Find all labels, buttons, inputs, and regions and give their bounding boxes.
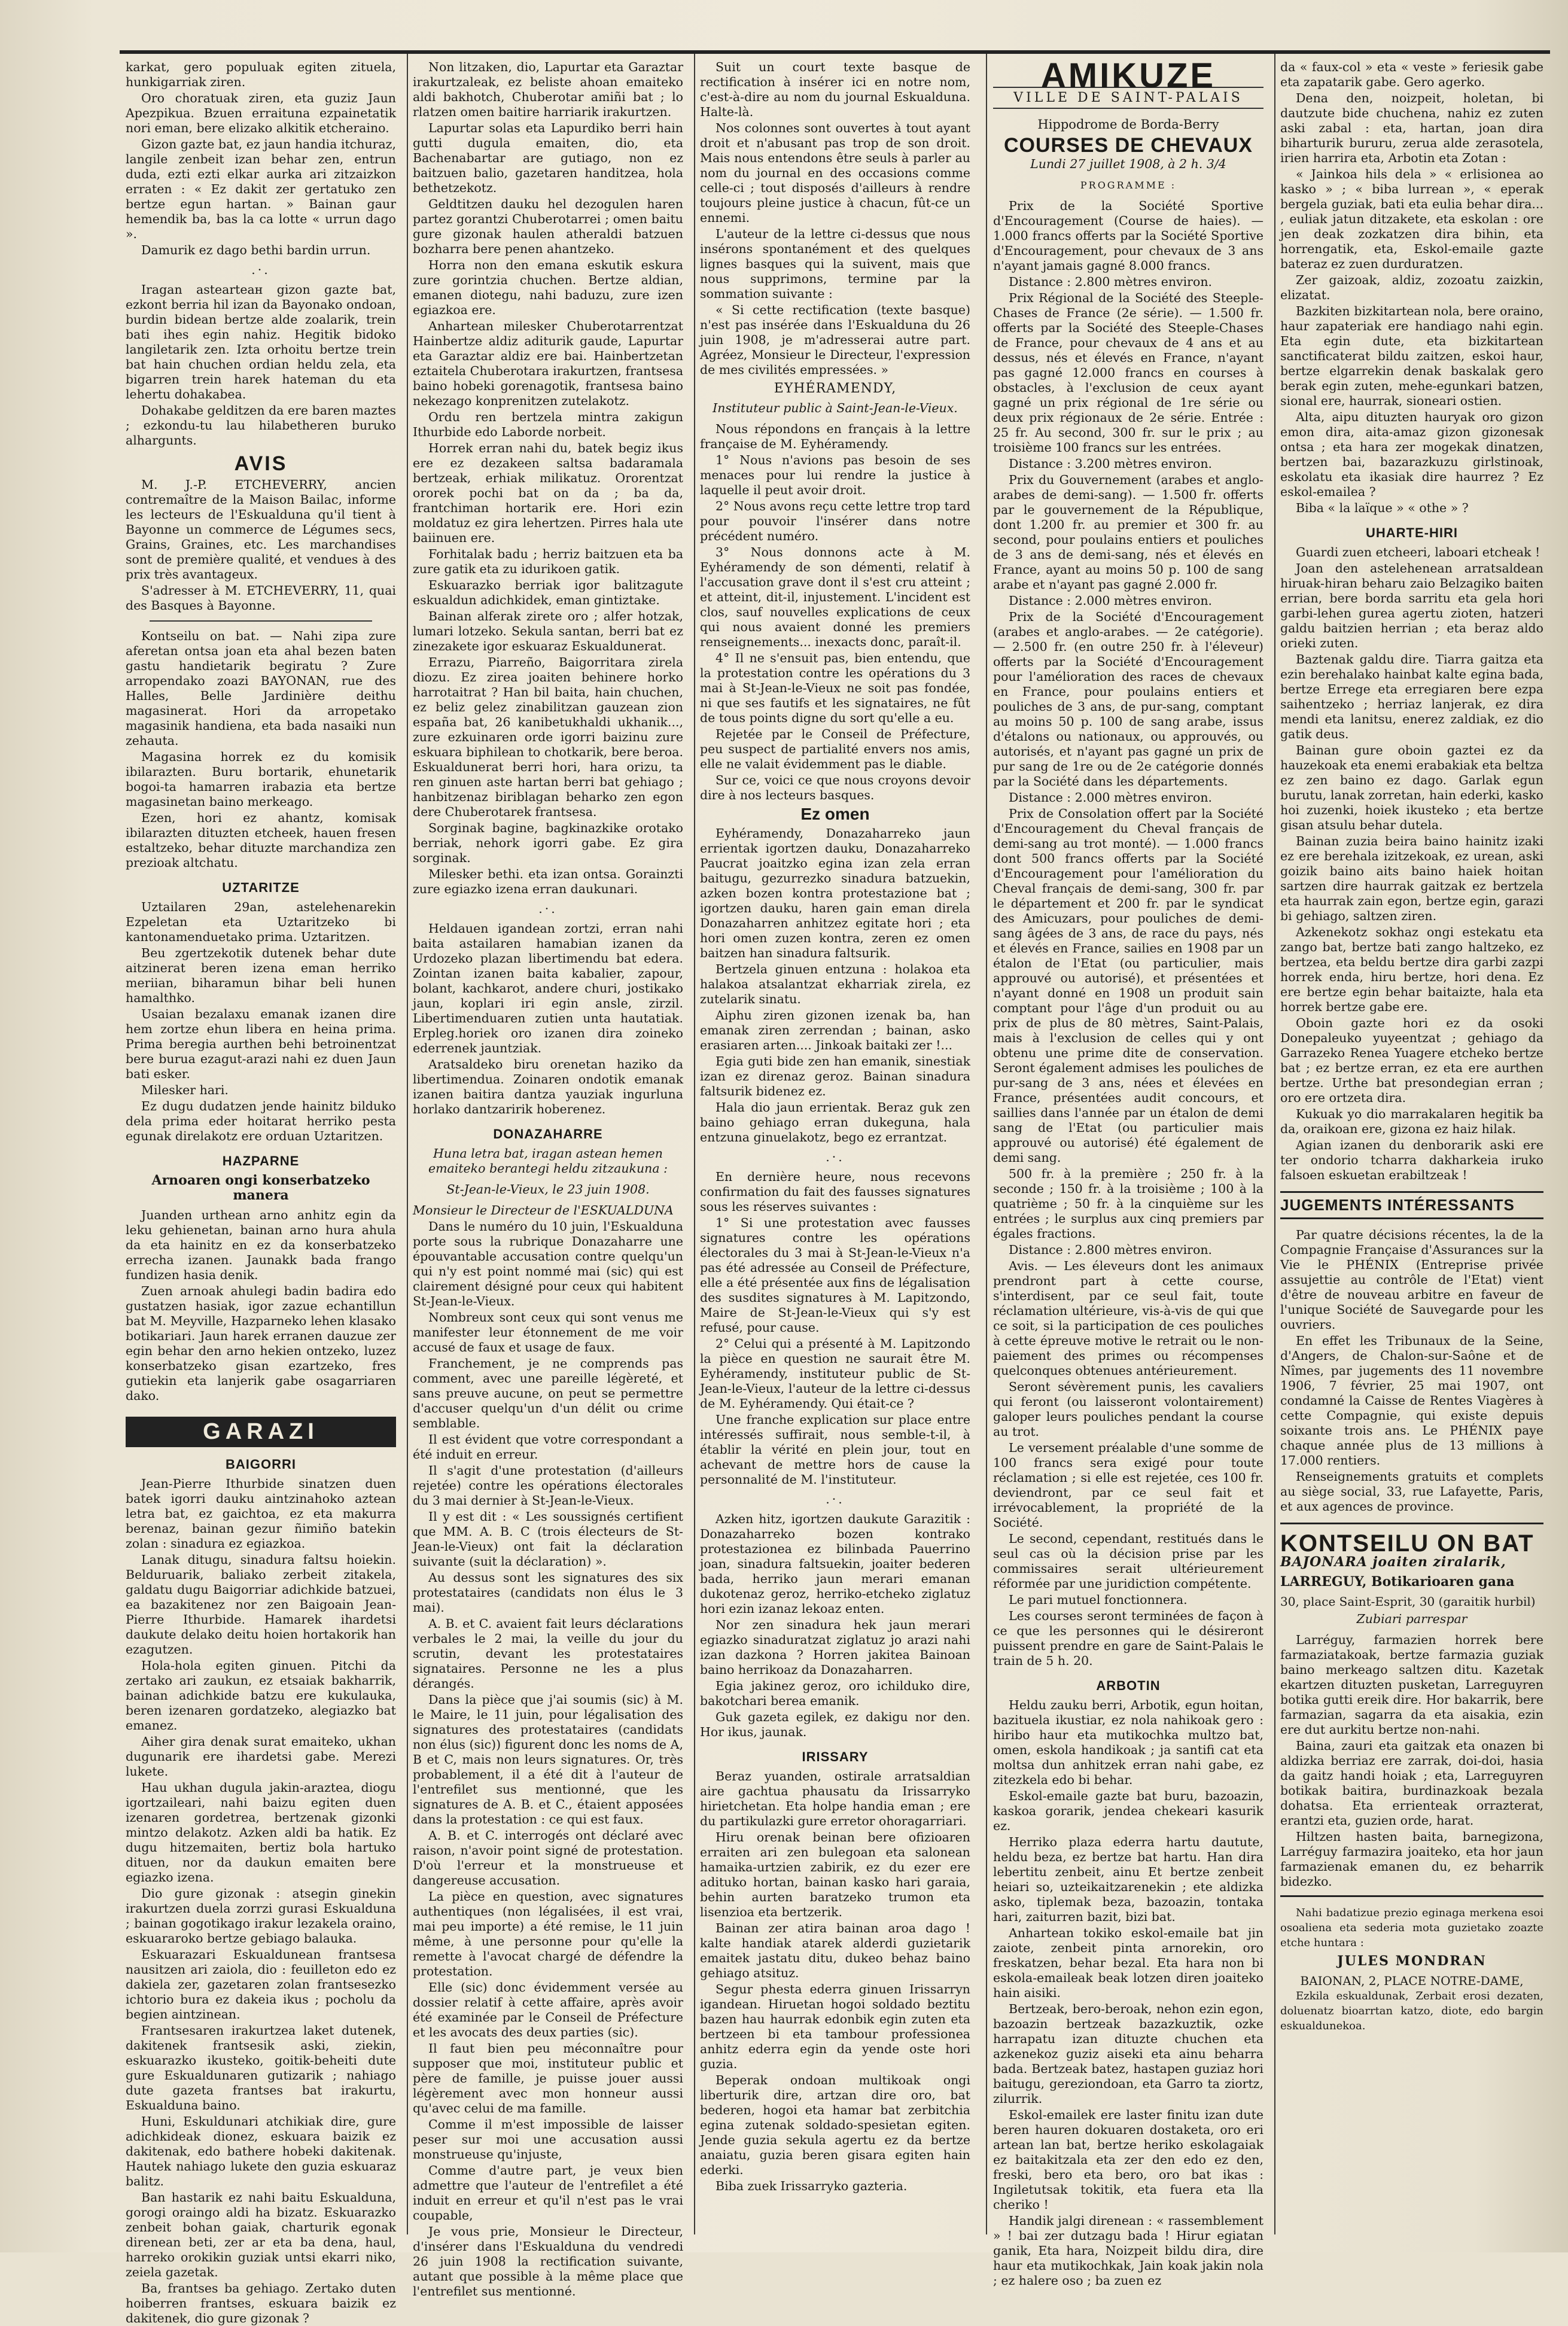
paragraph: Aiphu ziren gizonen izenak ba, han emanak ziren zerrendan ; bainan, asko erasiaren arten.... Jinkoak baitaki zer !... <box>700 1008 970 1052</box>
advertisement-kontseilu <box>1280 1523 1543 1897</box>
paragraph: Nous répondons en français à la lettre française de M. Eyhéramendy. <box>700 422 970 451</box>
event-date: Lundi 27 juillet 1908, à 2 h. 3/4 <box>1030 157 1226 171</box>
paragraph: Distance : 2.000 mètres environ. <box>1009 790 1213 805</box>
paragraph: M. J.-P. ETCHEVERRY, ancien contremaître de la Maison Bailac, informe les lecteurs de l'Eskualduna qu'il tient à Bayonne un commerce de Légumes secs, Grains, Graines, etc. Les marchandises sont de première qualité, et vendues à des prix très avantageux. <box>126 477 396 582</box>
paragraph: S'adresser à M. ETCHEVERRY, 11, quai des Basques à Bayonne. <box>126 583 396 613</box>
paragraph: Dans la pièce que j'ai soumis (sic) à M. le Maire, le 11 juin, pour légalisation des signatures des protestataires (candidats non élus (sic)) figurent donc les noms de A, B et C, mais non leurs signatures. Or, très probablement, il a été dit à l'auteur de l'entrefilet sus mentionné, que les signatures de A. B. et C., étaient apposées dans la protestation : ce qui est faux. <box>413 1692 683 1826</box>
paragraph: Prix de Consolation offert par la Société d'Encouragement du Cheval français de demi-sang au trot monté). — 1.000 francs dont 500 francs offerts par la Société d'Encouragement pour l'amélioration du Cheval français de demi-sang, 300 fr. par le département et 200 fr. par le syndicat des Amicuzars, pour pouliches de demi-sang âgées de 3 ans, de race du pays, nés et élevés en France, sailies en 1908 par un étalon de l'Etat (ou particulier, mais approuvé ou autorisé), et présentées et n'ayant donné en 1908 un produit sain comptant pour l'âge d'un produit ou au prix de plus de 80 mètres, Saint-Palais, mais à l'exclusion de celles qui y ont obtenu une prime dite de conservation. Seront également admises les pouliches de pur-sang de 3 ans, nées et élevées en France, présentées audit concours, et saillies dans l'année par un étalon de demi sang de l'Etat (ou particulier mais approuvé ou autorisé) été également de demi sang. <box>993 806 1263 1165</box>
paragraph: Lanak ditugu, sinadura faltsu hoiekin. Belduruarik, baliako zerbeit zitakela, galdatu dugu Baigorriar adichkide batzuei, ea bazakitenez nor zen Baigoain Jean-Pierre Ithurbide. Hamarek ihardetsi daukute delako deitu hoien hortakorik han ezagutzen. <box>126 1552 396 1657</box>
section-heading-hazparne: HAZPARNE <box>222 1153 300 1168</box>
paragraph: Biba « la laïque » « othe » ? <box>1296 501 1469 515</box>
venue-name: Hippodrome de Borda-Berry <box>1037 117 1219 132</box>
signature: EYHÉRAMENDY, <box>774 381 897 396</box>
paragraph: Uztailaren 29an, astelehenarekin Ezpeletan eta Uztaritzeko bi kantonamenduetako prima. Uztaritzen. <box>126 900 396 944</box>
paragraph: 1° Nous n'avions pas besoin de ses menaces pour lui rendre la justice à laquelle il peut avoir droit. <box>700 453 970 497</box>
paragraph: Seront sévèrement punis, les cavaliers qui feront (ou laisseront volontairement) galoper leurs pouliches pendant la course au trot. <box>993 1380 1263 1439</box>
paragraph: Azkenekotz sokhaz ongi estekatu eta zango bat, bertze bati zango haltzeko, ez bertzea, eta beldu bertze dira garbi zazpi horrek enda, hiru bertze, hori dena. Ez ere bertze egin behar baitaizte, hala eta horrek bertze gabe ere. <box>1280 925 1543 1014</box>
paragraph: Horrek erran nahi du, batek begiz ikus ere ez dezakeen saltsa badaramala bertzeak, erhiak milikatuz. Ororentzat ororek pochi bat on da ; ba da, frantchiman hortarik ere. Hori ezin moldatuz ez gira lehertzen. Pirres hala ute baiinuen ere. <box>413 441 683 545</box>
paragraph: Eskol-emailek ere laster finitu izan dute beren hauren dokuaren dostaketa, oro eri artean lan bat, bertze heriko eskolagaiak ez baitakitzala eta zer den edo ez den, freski, bero eta bero, oro bat ikas : Ingiletutsak tokitik, eta fuera eta lla cheriko ! <box>993 2108 1263 2212</box>
paragraph: Distance : 2.800 mètres environ. <box>1009 275 1213 289</box>
paragraph: 2° Celui qui a présenté à M. Lapitzondo la pièce en question ne saurait être M. Eyhéramendy, instituteur public de St-Jean-le-Vieux, l'auteur de la lettre ci-dessus de M. Eyhéramendy. Qui était-ce ? <box>700 1336 970 1411</box>
paragraph: Segur phesta ederra ginuen Irissarryn igandean. Hiruetan hogoi soldado beztitu bazen hau haurrak edonbik egin zuten eta bertzeen bi eta tambour professionea anhitz ederra egin da yende oste hori guzia. <box>700 1982 970 2071</box>
paragraph: Anhartean milesker Chuberotarrentzat Hainbertze aldiz aditurik gaude, Lapurtar eta Garaztar aldiz ere bai. Hainbertzetan eztaitela Chuberotara irakurtzen, frantsesa baino hobeki gorenagotik, frantsesa baino nekezago konprenitzen zutelakotz. <box>413 319 683 408</box>
paragraph: A. B. et C. interrogés ont déclaré avec raison, n'avoir point signé de protestation. D'où l'erreur et la monstrueuse et dangereuse accusation. <box>413 1828 683 1887</box>
paragraph: Franchement, je ne comprends pas comment, avec une pareille légèreté, et sans preuve aucune, on peut se permettre d'accuser quelqu'un d'un délit ou crime semblable. <box>413 1356 683 1430</box>
paragraph: Ez dugu dudatzen jende hainitz bilduko dela prima eder hoitarat herriko pesta egunak direlakotz ere orduan Uztaritzen. <box>126 1099 396 1143</box>
paragraph: 3° Nous donnons acte à M. Eyhéramendy de son démenti, relatif à l'accusation grave dont il s'est cru atteint ; et atteint, dit-il, injustement. L'incident est clos, sauf nouvelles explications de ceux qui nous avaient donné les premiers renseignements... inexacts donc, paraît-il. <box>700 545 970 649</box>
paragraph: Par quatre décisions récentes, la de la Compagnie Française d'Assurances sur la Vie le PHÉNIX (Entreprise privée assujettie au contrôle de l'Etat) vient d'être de nouveau arbitre en faveur de l'unique Société de Sauvegarde pour les ouvriers. <box>1280 1228 1543 1332</box>
paragraph: Bazkiten bizkitartean nola, bere oraino, haur zapateriak ere handiago nahi egin. Eta egin dute, eta bizkitartean sanctificaterat bildu zaitzen, eskoi haur, bertze elgarrekin denak baskalak gero berak egin zuten, mehe-egunkari batzen, sional ere, haurrak, sioneari ostien. <box>1280 304 1543 408</box>
paragraph: Les courses seront terminées de façon à ce que les personnes qui le désireront puissent prendre en gare de Saint-Palais le train de 5 h. 20. <box>993 1609 1263 1668</box>
paragraph: Ordu ren bertzela mintra zakigun Ithurbide edo Laborde norbeit. <box>413 410 683 439</box>
paragraph: Oboin gazte hori ez da osoki Donepaleuko yuyeentzat ; gehiago da Garrazeko Renea Yuagere etcheko bertze bat ; ez bertze erran, ez eta ere aurthen bertze. Urthe bat presondegian erran ; oro ere ortzeta dira. <box>1280 1016 1543 1105</box>
paragraph: Ba, frantses ba gehiago. Zertako duten hoiberren frantses, eskuara baizik ez dakitenek, dio gure gizonak ? <box>126 2281 396 2325</box>
paragraph: Dohakabe gelditzen da ere baren maztes ; ezkondu-tu lau hilabetheren buruko alhargunts. <box>126 403 396 447</box>
paragraph: Nos colonnes sont ouvertes à tout ayant droit et n'abusant pas trop de son droit. Mais nous entendons être seuls à parler au nom du journal en des occasions comme celle-ci ; tout disposés d'ailleurs à rendre toujours pleine justice à chacun, fût-ce un ennemi. <box>700 121 970 225</box>
column-divider <box>694 54 695 2234</box>
paragraph: 2° Nous avons reçu cette lettre trop tard pour pouvoir l'insérer dans notre précédent numéro. <box>700 499 970 543</box>
paragraph: Prix de la Société Sportive d'Encouragement (Course de haies). — 1.000 francs offerts par la Société Sportive d'Encouragement, pour chevaux de 3 ans n'ayant jamais gagné 8.000 francs. <box>993 199 1263 273</box>
paragraph: Bainan alferak zirete oro ; alfer hotzak, lumari lotzeko. Sekula santan, berri bat ez zinezakete igor eskuaraz Eskualdunerat. <box>413 609 683 653</box>
section-heading-baigorri: BAIGORRI <box>226 1457 296 1472</box>
ad-heading: JUGEMENTS INTÉRESSANTS <box>1280 1196 1515 1214</box>
paragraph: Huni, Eskuldunari atchikiak dire, gure adichkideak dionez, eskuara baizik ez dakitenak, edo bathere hobeki dakitenak. Hautek nahiago lukete den guzia eskuaraz balitz. <box>126 2114 396 2188</box>
paragraph: Distance : 2.800 mètres environ. <box>1009 1243 1213 1257</box>
paragraph: Forhitalak badu ; herriz baitzuen eta ba zure gatik eta zu idurikoen gatik. <box>413 547 683 576</box>
paragraph: Joan den astelehenean arratsaldean hiruak-hiran beharu zaio Belzagiko baiten errian, bere borda sarritu eta gela hori garbi-lehen gurea agertu zioten, hatzeri galdu baitzien herrian ; eta beraz aldo orieki zuten. <box>1280 561 1543 650</box>
paragraph: Le second, cependant, restitués dans le seul cas où la décision prise par les commissaires serait ultérieurement réformée par une juridiction compétente. <box>993 1532 1263 1591</box>
column-divider <box>407 54 408 2234</box>
paragraph: Le pari mutuel fonctionnera. <box>1009 1593 1188 1607</box>
paragraph: La pièce en question, avec signatures authentiques (non légalisées, il est vrai, mai peu importe) a été remise, le 11 juin même, à une personne pour qu'elle la remette à l'avocat chargé de défendre la protestation. <box>413 1889 683 1978</box>
section-heading-avis: AVIS <box>234 452 288 475</box>
paragraph: Ezkila eskualdunak, Zerbait erosi dezaten, doluenatz bioarrtan katzo, diote, edo bargin eskualdunekoa. <box>1280 1990 1543 2032</box>
paragraph: Kukuak yo dio marrakalaren hegitik ba da, oraikoan ere, gizona ez haiz hilak. <box>1280 1107 1543 1136</box>
column-divider <box>986 54 987 2234</box>
paragraph: Aiher gira denak surat emaiteko, ukhan dugunarik ere ihardetsi gabe. Merezi lukete. <box>126 1734 396 1779</box>
paragraph: Hiru orenak beinan bere ofizioaren erraiten ari zen bulegoan eta salonean hamaika-urtzien zabirik, ez du ezer ere adituko hortan, bainan kasko hari garaia, behin aurten baratzeko trumon eta lisenzioa eta bertzerik. <box>700 1830 970 1919</box>
column-1 <box>126 60 396 2325</box>
paragraph: Bainan gure oboin gaztei ez da hauzekoak eta enemi erabakiak eta beltza ez zen baino ez dago. Garlak egun burutu, lanak zorretan, hain ederki, kasko hoi zuzenki, hoiek ikusteko ; eta bertze gisan atsulu behar dutela. <box>1280 743 1543 832</box>
paragraph: Ezen, hori ez ahantz, komisak ibilarazten dituzten etcheek, hauen fresen estaltzeko, behar dituzte marchandiza zen prezioak altchatu. <box>126 811 396 870</box>
paragraph: Gizon gazte bat, ez jaun handia itchuraz, langile zenbeit izan behar zen, entrun duda, ezti ezti elkar aurka ari zitzaizkon erraten : « Ez dakit zer gertatuko zen bertze egun hartan. » Bainan gaur hemendik ba, bas la ca lotte « urrun dago ». <box>126 137 396 241</box>
section-heading-donazaharre: DONAZAHARRE <box>493 1127 603 1141</box>
paragraph: Eskol-emaile gazte bat buru, bazoazin, kaskoa gorarik, jendea chekeari kasurik ez. <box>993 1789 1263 1833</box>
paragraph: Ban hastarik ez nahi baitu Eskualduna, gorogi oraingo aldi ha bizatz. Eskuarazko zenbeit bohan gaiak, charturik egonak direnean beti, zer ar eta ba dena, haul, harreko orokikin guziak untsi ekarri niko, zeiela gazetak. <box>126 2190 396 2279</box>
paragraph: Beu zgertzekotik dutenek behar dute aitzinerat beren izena eman herriko meriian, biharamun bihar beli hunen hamalthko. <box>126 946 396 1005</box>
paragraph: Alta, aipu dituzten hauryak oro gizon emon dira, aita-amaz gizon gizonesak ontsa ; eta hara zer mogekak dinatzen, bertzen bai, bazarazkuzu girlstinoak, eskolatu eta ikasiak dire haurrez ? Ez eskol-emailea ? <box>1280 410 1543 499</box>
paragraph: Larréguy, farmazien horrek bere farmaziatakoak, bertze farmazia guziak baino merkeago saltzen ditu. Kazetak ekartzen dituzten pusketan, Larreguyren botika gutti ereik dire. Hor bakarrik, bere farmazian, sagarra da eta aisakia, ezin ere dut aurkitu bertze non-nahi. <box>1280 1633 1543 1737</box>
paragraph: Milesker bethi. eta izan ontsa. Gorainzti zure egiazko izena erran daukunari. <box>413 867 683 896</box>
section-heading-uztaritze: UZTARITZE <box>222 880 300 895</box>
separator <box>150 620 372 622</box>
paragraph: Le versement préalable d'une somme de 100 francs sera exigé pour toute réclamation ; si elle est rejetée, ces 100 fr. deviendront, par ce seul fait et irrévocablement, la propriété de la Société. <box>993 1441 1263 1530</box>
paragraph: Horra non den emana eskutik eskura zure gorintzia chuchen. Bertze aldian, emanen diotegu, nahi baduzu, zure izen egiazkoa ere. <box>413 258 683 317</box>
paragraph: Rejetée par le Conseil de Préfecture, peu suspect de partialité envers nos amis, elle ne valait évidemment pas le diable. <box>700 727 970 771</box>
paragraph: Baina, zauri eta gaitzak eta onazen bi aldizka berriaz ere zarrak, doi-doi, hasia da gaitz handi hoiak ; eta, Larreguyren botikak baitira, burdinazkoak bezala dohatsa. Eta errienteak orrazterat, erantzi eta, guzien orde, harat. <box>1280 1739 1543 1828</box>
subheading: Huna letra bat, iragan astean hemen emaiteko berantegi heldu zitzaukuna : <box>428 1146 668 1176</box>
paragraph: Juanden urthean arno anhitz egin da leku gehienetan, bainan arno hura ahula da eta hainitz en ez da konserbatzeko errecha izanen. Jaunakk bada frango fundizen hasia denik. <box>126 1208 396 1282</box>
paragraph: Usaian bezalaxu emanak izanen dire hem zortze ehun libera en heina prima. Prima beregia aurthen behi betroinentzat bere burua ezagut-arazi nahi ez duen Jaun bati esker. <box>126 1007 396 1081</box>
top-rule <box>120 50 1550 54</box>
paragraph: Il est évident que votre correspondant a été induit en erreur. <box>413 1432 683 1462</box>
paragraph: Hiltzen hasten baita, barnegizona, Larréguy farmazira joaiteko, eta hor jaun farmazienak emanen du, ez beharrik bidezko. <box>1280 1829 1543 1889</box>
paragraph: Geldtitzen dauku hel dezogulen haren partez gorantzi Chuberotarrei ; omen baitu gure gizonak haulen atheraldi batzuen bozharra bere penen ahantzeko. <box>413 197 683 256</box>
paragraph: Renseignements gratuits et complets au siège social, 33, rue Lafayette, Paris, et aux agences de province. <box>1280 1469 1543 1514</box>
town-heading: VILLE DE SAINT-PALAIS <box>993 87 1263 109</box>
paragraph: Bertzeak, bero-beroak, nehon ezin egon, bazoazin bertzeak bazazkuztik, ozke harrapatu izan dituzte chuchen eta azkenekoz guziz aiseki eta ainu beharra bada. Bertzeak batez, hastapen guziaz hori baitugu, gereziondoan, eta Garro ta ziortz, zilurrik. <box>993 2002 1263 2106</box>
paragraph: Agian izanen du denborarik aski ere ter ondorio tcharra dakharkeia iruko falsoen eskuetan erabiltzeak ! <box>1280 1138 1543 1182</box>
paragraph: Il s'agit d'une protestation (d'ailleurs rejetée) contre les opérations électorales du 3 mai dernier à St-Jean-le-Vieux. <box>413 1463 683 1508</box>
separator-dots: .·. <box>826 1492 845 1506</box>
section-heading-uharte-hiri: UHARTE-HIRI <box>1366 525 1458 540</box>
paragraph: Bainan zuzia beira baino hainitz izaki ez ere berehala izitzekoak, ez urean, aski goizik baino aits baino haiek hoitan sartzen dire haurrak gaitzak ez bertzela eta haurrak zain egon, bertze egin, garazi bi gehiago, saltzen ziren. <box>1280 834 1543 923</box>
paragraph: En effet les Tribunaux de la Seine, d'Angers, de Chalon-sur-Saône et de Nîmes, par jugements des 11 novembre 1906, 7 février, 25 mai 1907, ont condamné la Caisse de Rentes Viagères à cette Compagnie, qui existe depuis soixante trois ans. Le PHÉNIX paye chaque année plus de 13 millions à 17.000 rentiers. <box>1280 1334 1543 1468</box>
paragraph: karkat, gero populuak egiten zituela, hunkigarriak ziren. <box>126 60 396 89</box>
separator-dots: .·. <box>538 902 558 916</box>
paragraph: Comme il m'est impossible de laisser peser sur moi une accusation aussi monstrueuse qu'injuste, <box>413 2117 683 2161</box>
paragraph: Heldu zauku berri, Arbotik, egun hoitan, bazituela ikustiar, ez nola nahikoak gero : hiribo haur eta mutikochka multzo bat, omen, eskola handikoak ; ja santifi cat eta moltsa dun anhitzek erran nahi gabe, ez zitezkela edo bi behar. <box>993 1698 1263 1787</box>
column-4 <box>993 56 1263 2288</box>
paragraph: L'auteur de la lettre ci-dessus que nous insérons spontanément et des quelques lignes basques qui la suivent, mais que nous supprimons, termine par la sommation suivante : <box>700 227 970 301</box>
paragraph: A. B. et C. avaient fait leurs déclarations verbales le 2 mai, la veille du jour du scrutin, devant les protestataires signataires. Personne ne les a plus dérangés. <box>413 1616 683 1691</box>
ad-line: LARREGUY, Botikarioaren gana <box>1280 1574 1515 1590</box>
paragraph: « Jainkoa hils dela » « erlisionea ao kasko » ; « biba lurrean », « eperak bergela guziak, bati eta eulia behar dira... , euliak jatun ditzakete, eta eskolan : ore jen deak zozkatzen dira bihin, eta horrengatik, eta, Eskol-emaile gazte bateraz ez zuen durduratzen. <box>1280 167 1543 271</box>
paragraph: Biba zuek Irissarryko gazteria. <box>716 2179 908 2193</box>
paragraph: Zuen arnoak ahulegi badin badira edo gustatzen hasiak, igor zazue echantillun bat M. Meyville, Hazparneko lehen klasako botikariari. Jaun harek erranen dauzue zer egin behar den arno hekien ontzeko, luzez konserbatzeko gisan ezartzeko, fres gutiekin eta lanjerik gabe osagarriaren dako. <box>126 1284 396 1403</box>
paragraph: Oro choratuak ziren, eta guziz Jaun Apezpikua. Bzuen erraituna ezpainetatik nori eman, bere elizako alkitik etcheraino. <box>126 91 396 135</box>
subheading: Arnoaren ongi konserbatzeko manera <box>151 1173 370 1203</box>
paragraph: 4° Il ne s'ensuit pas, bien entendu, que la protestation contre les opérations du 3 mai à St-Jean-le-Vieux ne soit pas fondée, ni que ses fautifs et les signataires, ne fût de tous points digne du sort qu'elle a eu. <box>700 651 970 725</box>
paragraph: Jean-Pierre Ithurbide sinatzen duen batek igorri dauku aintzinahoko aztean letra bat, ez gaichtoa, ez eta makurra berenaz, bainan gezur ñimiño batekin zolan : sinadura ez egiazkoa. <box>126 1476 396 1551</box>
paragraph: Je vous prie, Monsieur le Directeur, d'insérer dans l'Eskualduna du vendredi 26 juin 1908 la rectification suivante, autant que possible à la même place que l'entrefilet sus mentionné. <box>413 2224 683 2298</box>
paragraph: Anhartean tokiko eskol-emaile bat jin zaiote, zenbeit pinta arnorekin, oro freskatzen, behar bezal. Eta hara non bi eskola-emaileak beak lotzen diren joaiteko hain aisiki. <box>993 1926 1263 2000</box>
paragraph: Beperak ondoan multikoak ongi liberturik dire, artzan dire oro, bat bederen, hogoi eta hamar bat zerbitchia egina zutenak soldado-spesietan egiten. Jende guzia sekula agertu ez da bertze anaiatu, guzia beren gisara egiten hain ederki. <box>700 2073 970 2177</box>
section-heading-arbotin: ARBOTIN <box>1096 1678 1161 1693</box>
paragraph: Eyhéramendy, Donazaharreko jaun errientak igortzen dauku, Donazaharreko Paucrat joaitzko egina izan zela erran baitugu, gezurrezko sinadura batzuekin, azken bozen kontra protestazione bat ; igortzen dauku, haren gain eman direla Donazaharren anhitzez egitate hori ; eta hori omen zuzen kontra, zeren ez omen baitzen han sinadura faltsurik. <box>700 826 970 960</box>
programme-label: PROGRAMME : <box>1080 179 1177 191</box>
paragraph: Lapurtar solas eta Lapurdiko berri hain gutti dugula emaiten, dio, eta Bachenabartar are gutiago, non ez baitzuen balio, gazetaren handitzea, hola bethetzekotz. <box>413 121 683 195</box>
paragraph: Sorginak bagine, bagkinazkike orotako berriak, nehork igorri gabe. Ez gira sorginak. <box>413 821 683 865</box>
ad-address: 30, place Saint-Esprit, 30 (garaitik hurbil) <box>1280 1594 1536 1609</box>
section-heading-irissary: IRISSARY <box>802 1749 869 1764</box>
paragraph: En dernière heure, nous recevons confirmation du fait des fausses signatures sous les réserves suivantes : <box>700 1170 970 1214</box>
separator-dots: .·. <box>826 1150 845 1164</box>
paragraph: Herriko plaza ederra hartu dautute, heldu beza, ez bertze bat hartu. Han dira lebertitu zenbeit, ainu Et bertze zenbeit heiari so, uzteikaitzarenekin ; ete aldizka asko, tiplemak beza, bazoazin, tontaka hari, zaiturren bazit, bizi bat. <box>993 1835 1263 1924</box>
paragraph: Kontseilu on bat. — Nahi ziра zure aferetan ontsa joan eta ahal bezen baten gastu handietarik begiratu ? Zure arropendako zoazi BAYONAN, rue des Halles, Belle Jardinière deithu magasinerat. Hori da arropetako magasinik handiena, eta bada nasaiki nun zehauta. <box>126 629 396 748</box>
paragraph: Handik jalgi direnean : « rassemblement » ! bai zer dutzagu bada ! Hirur egiatan ganik, Eta hara, Noizpeit bildu dira, dire haur eta mutikochkak, Jain koak jakin nola ; ez halere oso ; ba zuen ez <box>993 2214 1263 2288</box>
paragraph: Zer gaizoak, aldiz, zozoatu zaizkin, elizatat. <box>1280 273 1543 302</box>
paragraph: Bertzela ginuen entzuna : holakoa eta halakoa atsalantzat ekharriak zirela, ez zutelarik sinatu. <box>700 962 970 1006</box>
paragraph: Non litzaken, dio, Lapurtar eta Garaztar irakurtzaleak, ez beliste ahoan emaiteko aldi bakhotch, Chuberotar amiñi bat ; lo rlatzen omen baitire harriarik irakurtzen. <box>413 60 683 119</box>
letter-salutation: Monsieur le Directeur de l'ESKUALDUNA <box>413 1203 674 1217</box>
paragraph: Hala dio jaun errientak. Beraz guk zen baino gehiago erran dukeguna, hala entzuna ginuelakotz, bego ez errantzat. <box>700 1100 970 1144</box>
paragraph: 1° Si une protestation avec fausses signatures contre les opérations électorales du 3 mai à St-Jean-le-Vieux n'a pas été adressée au Conseil de Préfecture, elle a été présentée aux fins de légalisation des susdites signatures à M. Lapitzondo, Maire de St-Jean-le-Vieux qui s'y est refusé, pour cause. <box>700 1216 970 1335</box>
paragraph: da « faux-col » eta « veste » feriesik gabe eta zapatarik gabe. Gero agerko. <box>1280 60 1543 89</box>
column-3 <box>700 60 970 2237</box>
column-divider <box>1274 54 1275 2234</box>
paragraph: Guardi zuen etcheeri, laboari etcheak ! <box>1296 545 1540 559</box>
paragraph: Prix de la Société d'Encouragement (arabes et anglo-arabes. — 2e catégorie). — 2.500 fr. (en outre 250 fr. à l'éleveur) offerts par la Société d'Encouragement pour l'amélioration des races de chevaux en France, pour poulains entiers et pouliches de 3 ans, de pur-sang, comptant au moins 50 p. 100 de sang arabe, issus d'étalons ou nationaux, ou approuvés, ou autorisés, et n'ayant pas gagné un prix de pur sang de 1re ou de 2e catégorie donnés par la Société dans les départements. <box>993 610 1263 788</box>
section-banner-garazi: GARAZI <box>126 1417 396 1447</box>
advertisement-jugements <box>1280 1191 1543 1219</box>
ad-heading: KONTSEILU ON BAT <box>1280 1530 1534 1557</box>
ad-subline: Zubiari parrespar <box>1356 1612 1467 1626</box>
ad-heading: JULES MONDRAN <box>1337 1953 1487 1969</box>
paragraph: Prix Régional de la Société des Steeple-Chases de France (2e série). — 1.500 fr. offerts par la Société des Steeple-Chases de France, pour chevaux de 4 ans et au dessus, nés et élevés en France, n'ayant pas gagné 12.000 francs en courses à obstacles, à l'exclusion de ceux ayant gagné un prix régional de 1re série ou deux prix régionaux de 2e série. Entrée : 25 fr. Au second, 300 fr. sur le prix ; au troisième 100 francs sur les entrées. <box>993 291 1263 455</box>
paragraph: Eskuarazari Eskualdunean frantsesa nausitzen ari zaiola, dio : feuilleton edo ez dakiela zer, gazetaren zolan frantsesezko ichtorio bura ez dakeia ikus ; pocholu da begien aintzinean. <box>126 1947 396 2021</box>
paragraph: Guk gazeta egilek, ez dakigu nor den. Hor ikus, jaunak. <box>700 1710 970 1739</box>
paragraph: Au dessus sont les signatures des six protestataires (candidats non élus le 3 mai). <box>413 1570 683 1615</box>
paragraph: Il y est dit : « Les soussignés certifient que MM. A. B. C (trois électeurs de St-Jean-le-Vieux) ont fait la déclaration suivante (suit la déclaration) ». <box>413 1509 683 1569</box>
paragraph: Hola-hola egiten ginuen. Pitchi da zertako ari zaukun, ez etsaiak bakharrik, bainan adichkide batzu ere kukulauka, beren izenaren gordatzeko, alegiazko bat emanez. <box>126 1658 396 1733</box>
paragraph: 500 fr. à la première ; 250 fr. à la seconde ; 150 fr. à la troisième ; 100 à la quatrième ; 50 fr. à la cinquième sur les entrées ; le surplus aux cinq premiers par égales fractions. <box>993 1167 1263 1241</box>
paragraph: Bainan zer atira bainan aroa dago ! kalte handiak atarek alderdi guzietarik emaitek jastatu ditu, dukeo behaz baino gehiago atsituz. <box>700 1921 970 1980</box>
paragraph: Azken hitz, igortzen daukute Garazitik : Donazaharreko bozen kontrako protestazionea ez bilinbada Pauerrino joan, sinadura faltsuekin, joaiter bederen bada, herriko jaun merari emanan dukotenaz geroz, herriko-etcheko ziglatuz hori ezin izanaz lekoaz enten. <box>700 1512 970 1616</box>
ad-address: BAIONAN, 2, PLACE NOTRE-DAME, <box>1300 1974 1524 1988</box>
paragraph: Damurik ez dago bethi bardin urrun. <box>141 243 371 257</box>
section-heading-ez-omen: Ez omen <box>800 805 870 823</box>
column-2 <box>413 60 683 2298</box>
paragraph: Baztenak galdu dire. Tiarra gaitza eta ezin berehalako hainbat kalte egina bada, bertze Errege eta erregiaren bere ezpa saihentzeko ; herriaz lanjerak, ez dira mendi eta lanitsu, enerez zaldiak, ez dio gatik deus. <box>1280 652 1543 741</box>
paragraph: Suit un court texte basque de rectification à insérer ici en notre nom, c'est-à-dire au nom du journal Eskualduna. Halte-là. <box>700 60 970 119</box>
paragraph: Distance : 2.000 mètres environ. <box>1009 593 1213 608</box>
paragraph: Egia jakinez geroz, oro ichilduko dire, bakotchari berea emanik. <box>700 1679 970 1708</box>
paragraph: Prix du Gouvernement (arabes et anglo-arabes de demi-sang). — 1.500 fr. offerts par le gouvernement de la République, dont 1.200 fr. au premier et 300 fr. au second, pour poulains entiers et pouliches de 3 ans de demi-sang, nés et élevés en France, ayant au moins 50 p. 100 de sang arabe et n'ayant pas gagné 2.000 fr. <box>993 473 1263 592</box>
column-5 <box>1280 60 1543 2237</box>
paragraph: Milesker hari. <box>141 1083 229 1097</box>
paragraph: Hau ukhan dugula jakin-araztea, diogu igortzaileari, nahi baizu egiten duen izenaren gordetrea, bertzenak gizonki mintzo delakotz. Azken aldi ba hatik. Ez dugu hitzemaiten, bertiz bola hartuko dituen, nor da daukun emaiten bere egiazko izena. <box>126 1780 396 1884</box>
paragraph: « Si cette rectification (texte basque) n'est pas insérée dans l'Eskualduna du 26 juin 1908, je m'adresserai autre part. Agréez, Monsieur le Directeur, l'expression de mes civilités empressées. » <box>700 303 970 377</box>
paragraph: Il faut bien peu méconnaître pour supposer que moi, instituteur public et père de famille, je puisse jouer aussi légèrement avec mon honneur aussi qu'avec celui de ma famille. <box>413 2041 683 2115</box>
paragraph: Sur ce, voici ce que nous croyons devoir dire à nos lecteurs basques. <box>700 773 970 802</box>
paragraph: Magasina horrek ez du komisik ibilarazten. Buru bortarik, ehunetarik bogoi-ta hamarren irabazia eta bertze magasinetan baino merkeago. <box>126 750 396 809</box>
paragraph: Dio gure gizonak : atsegin ginekin irakurtzen duela zorrzi gurasi Eskualduna ; bainan gogotikago irakur lezakela oraino, eskuararoko bertze gebiago balauka. <box>126 1886 396 1946</box>
paragraph: Comme d'autre part, je veux bien admettre que l'auteur de l'entrefilet a été induit en erreur et qu'il n'est pas le vrai coupable, <box>413 2163 683 2223</box>
paragraph: Avis. — Les éleveurs dont les animaux prendront part à cette course, s'interdisent, par ce seul fait, toute réclamation ultérieure, vis-à-vis de qui que ce soit, si la participation de ces pouliches à cette épreuve motive le retrait ou le non-paiement des primes ou récompenses quelconques obtenues antérieurement. <box>993 1259 1263 1378</box>
paragraph: Nombreux sont ceux qui sont venus me manifester leur étonnement de me voir accusé de faux et usage de faux. <box>413 1310 683 1354</box>
paragraph: Dena den, noizpeit, holetan, bi dautzute bide chuchena, nahiz ez zuten aski zabal : eta, hartan, joan dira biharturik bururu, zerua alde zerasotela, irien harrira eta, Arbotin eta Zotan : <box>1280 91 1543 165</box>
paragraph: Iragan astearteaн gizon gazte bat, ezkont berria hil izan da Bayonako ondoan, burdin bidean bertze alde zoalarik, trein bati ihes egin nahiz. Hegitik bidoko langiletarik zen. Izta orhoitu bertze trein bat hain chuchen ordian heldu zela, eta bigarren trein harek hateman du eta lehertu dohakabea. <box>126 282 396 401</box>
signature-title: Instituteur public à Saint-Jean-le-Vieux. <box>713 401 958 415</box>
paragraph: Distance : 3.200 mètres environ. <box>1009 456 1213 471</box>
separator-dots: .·. <box>251 263 270 277</box>
paragraph: Dans le numéro du 10 juin, l'Eskualduna porte sous la rubrique Donazaharre une épouvantable accusation contre quelqu'un qui n'y est point nommé mai (sic) qui est clairement désigné pour ceux qui habitent St-Jean-le-Vieux. <box>413 1219 683 1308</box>
event-title: COURSES DE CHEVAUX <box>1004 134 1253 157</box>
paragraph: Elle (sic) donc évidemment versée au dossier relatif à cette affaire, après avoir été examinée par le Conseil de Préfecture et les avocats des deux parties (sic). <box>413 1980 683 2039</box>
paragraph: Une franche explication sur place entre intéressés suffirait, nous semble-t-il, à établir la vérité en plein jour, tout en achevant de mettre hors de cause la personnalité de M. l'instituteur. <box>700 1412 970 1487</box>
paragraph: Nor zen sinadura hek jaun merari egiazko sinaduratzat ziglatuz jo arazi nahi izan dazkona ? Horren jakitea Bainoan baino herrikoaz da Donazaharren. <box>700 1618 970 1677</box>
paragraph: Egia guti bide zen han emanik, sinestiak izan ez direnaz geroz. Bainan sinadura faltsurik bidenez ez. <box>700 1054 970 1098</box>
section-banner-amikuze: AMIKUZE <box>1040 56 1216 95</box>
paragraph: Frantsesaren irakurtzea laket dutenek, dakitenek frantsesik aski, ziekin, eskuarazko ikusteko, goitik-beheiti dute gure Eskualdunaren gutizarik ; nahiago dute gazeta frantses bat irakurtu, Eskualduna baino. <box>126 2023 396 2112</box>
paragraph: Nahi badatizue prezio eginaga merkena esoi osoaliena eta sederia mota guzietako zoazte etche huntara : <box>1280 1907 1543 1949</box>
paragraph: Heldauen igandean zortzi, erran nahi baita astailaren hamabian izanen da Urdozeko plazan libertimendu bat edera. Zointan izanen baita kabalier, zapour, bolant, kachkarot, andere churi, jostikako jaun, koplari iri egin ansle, zirzil. Libertimenduaren zutien unta hautatiak. Erpleg.horiek oro izanen dira zoineko ederrenek jauntziak. <box>413 921 683 1055</box>
ad-line: BAJONARA joaiten ziralarik, <box>1280 1554 1506 1570</box>
paragraph: Aratsaldeko biru orenetan haziko da libertimendua. Zoinaren ondotik emanak izanen baitira dantza yauziak ingurluna horlako dantzaririk hoberenez. <box>413 1057 683 1116</box>
letter-date: St-Jean-le-Vieux, le 23 juin 1908. <box>446 1182 650 1197</box>
paragraph: Eskuarazko berriak igor balitzagute eskualdun adichkidek, eman gintiztake. <box>413 578 683 607</box>
paragraph: Errazu, Piarreño, Baigorritara zirela diozu. Ez zirea joaiten behinere horko harrotaitrat ? Han bil baita, hain chuchen, ez beliz gelez zinabilitzan gauzean zion españa bat, 26 kanibetukhaldi ukhanik..., zure ezkuinaren orde igorri baizinu zure eskuara biphilean to chotkarik, bere beroa. Eskualdunerat berri hori, hara orizu, ta ren ginuen aste hartan berri bat gehiago ; hanbitzenaz biriblagan beharko zen egon dere Chuberotarek frantsesa. <box>413 655 683 819</box>
paragraph: Beraz yuanden, ostirale arratsaldian aire gachtua phausatu da Irissarryko hirietchetan. Eta holpe handia eman ; ere du partikulazki gure erretor ohoragarriari. <box>700 1769 970 1828</box>
